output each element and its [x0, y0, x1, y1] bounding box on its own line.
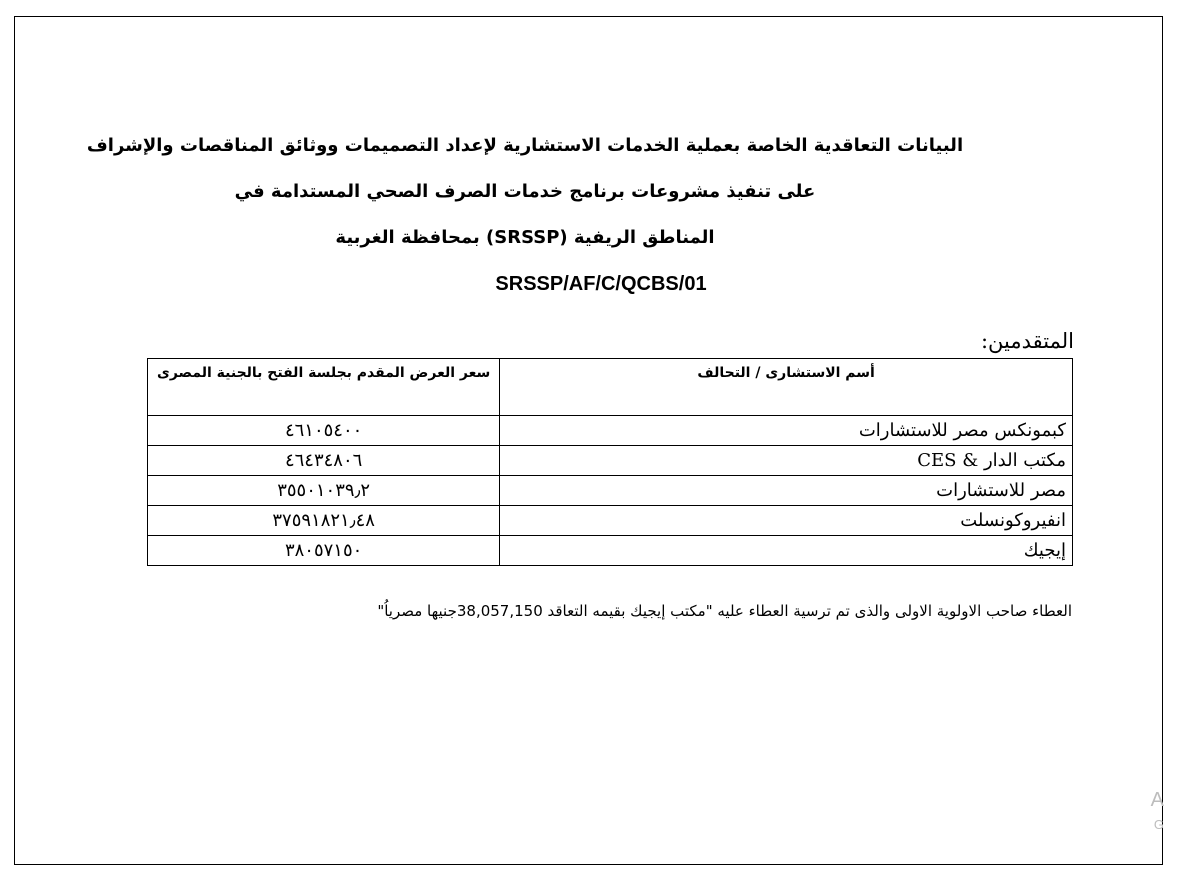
bid-price: ٤٦٤٣٤٨٠٦ — [148, 446, 500, 476]
consultant-name: مصر للاستشارات — [500, 476, 1073, 506]
bid-price: ٣٥٥٠١٠٣٩٫٢ — [148, 476, 500, 506]
consultant-name: إيجيك — [500, 536, 1073, 566]
table-header-row — [148, 359, 1073, 416]
edge-mark-g: G — [1153, 817, 1164, 832]
title-line-2: على تنفيذ مشروعات برنامج خدمات الصرف الصحي المستدامة في — [234, 181, 816, 202]
applicants-label: المتقدمين: — [980, 329, 1074, 353]
award-statement: العطاء صاحب الاولوية الاولى والذى تم ترسية العطاء عليه "مكتب إيجيك بقيمه التعاقد 38,057,150جنيها مصرياُ" — [377, 602, 1072, 620]
bid-price: ٣٨٠٥٧١٥٠ — [148, 536, 500, 566]
table-row — [148, 506, 1073, 536]
reference-code: SRSSP/AF/C/QCBS/01 — [495, 273, 707, 295]
title-line-3: المناطق الريفية (SRSSP) بمحافظة الغربية — [335, 227, 715, 248]
bid-price: ٤٦١٠٥٤٠٠ — [148, 416, 500, 446]
bids-table — [147, 358, 1073, 566]
header-bid-price: سعر العرض المقدم بجلسة الفتح بالجنية المصرى — [148, 359, 500, 416]
consultant-name: كبمونكس مصر للاستشارات — [500, 416, 1073, 446]
consultant-name: مكتب الدار & CES — [500, 446, 1073, 476]
title-line-1: البيانات التعاقدية الخاصة بعملية الخدمات الاستشارية لإعداد التصميمات ووثائق المناقصات والإشراف — [86, 135, 964, 156]
table-row — [148, 416, 1073, 446]
edge-mark-a: A — [1150, 789, 1164, 811]
table-row — [148, 476, 1073, 506]
bid-price: ٣٧٥٩١٨٢١٫٤٨ — [148, 506, 500, 536]
document-page — [14, 16, 1163, 865]
header-consultant-name: أسم الاستشارى / التحالف — [500, 359, 1073, 416]
table-row — [148, 446, 1073, 476]
consultant-name: انفيروكونسلت — [500, 506, 1073, 536]
table-row — [148, 536, 1073, 566]
